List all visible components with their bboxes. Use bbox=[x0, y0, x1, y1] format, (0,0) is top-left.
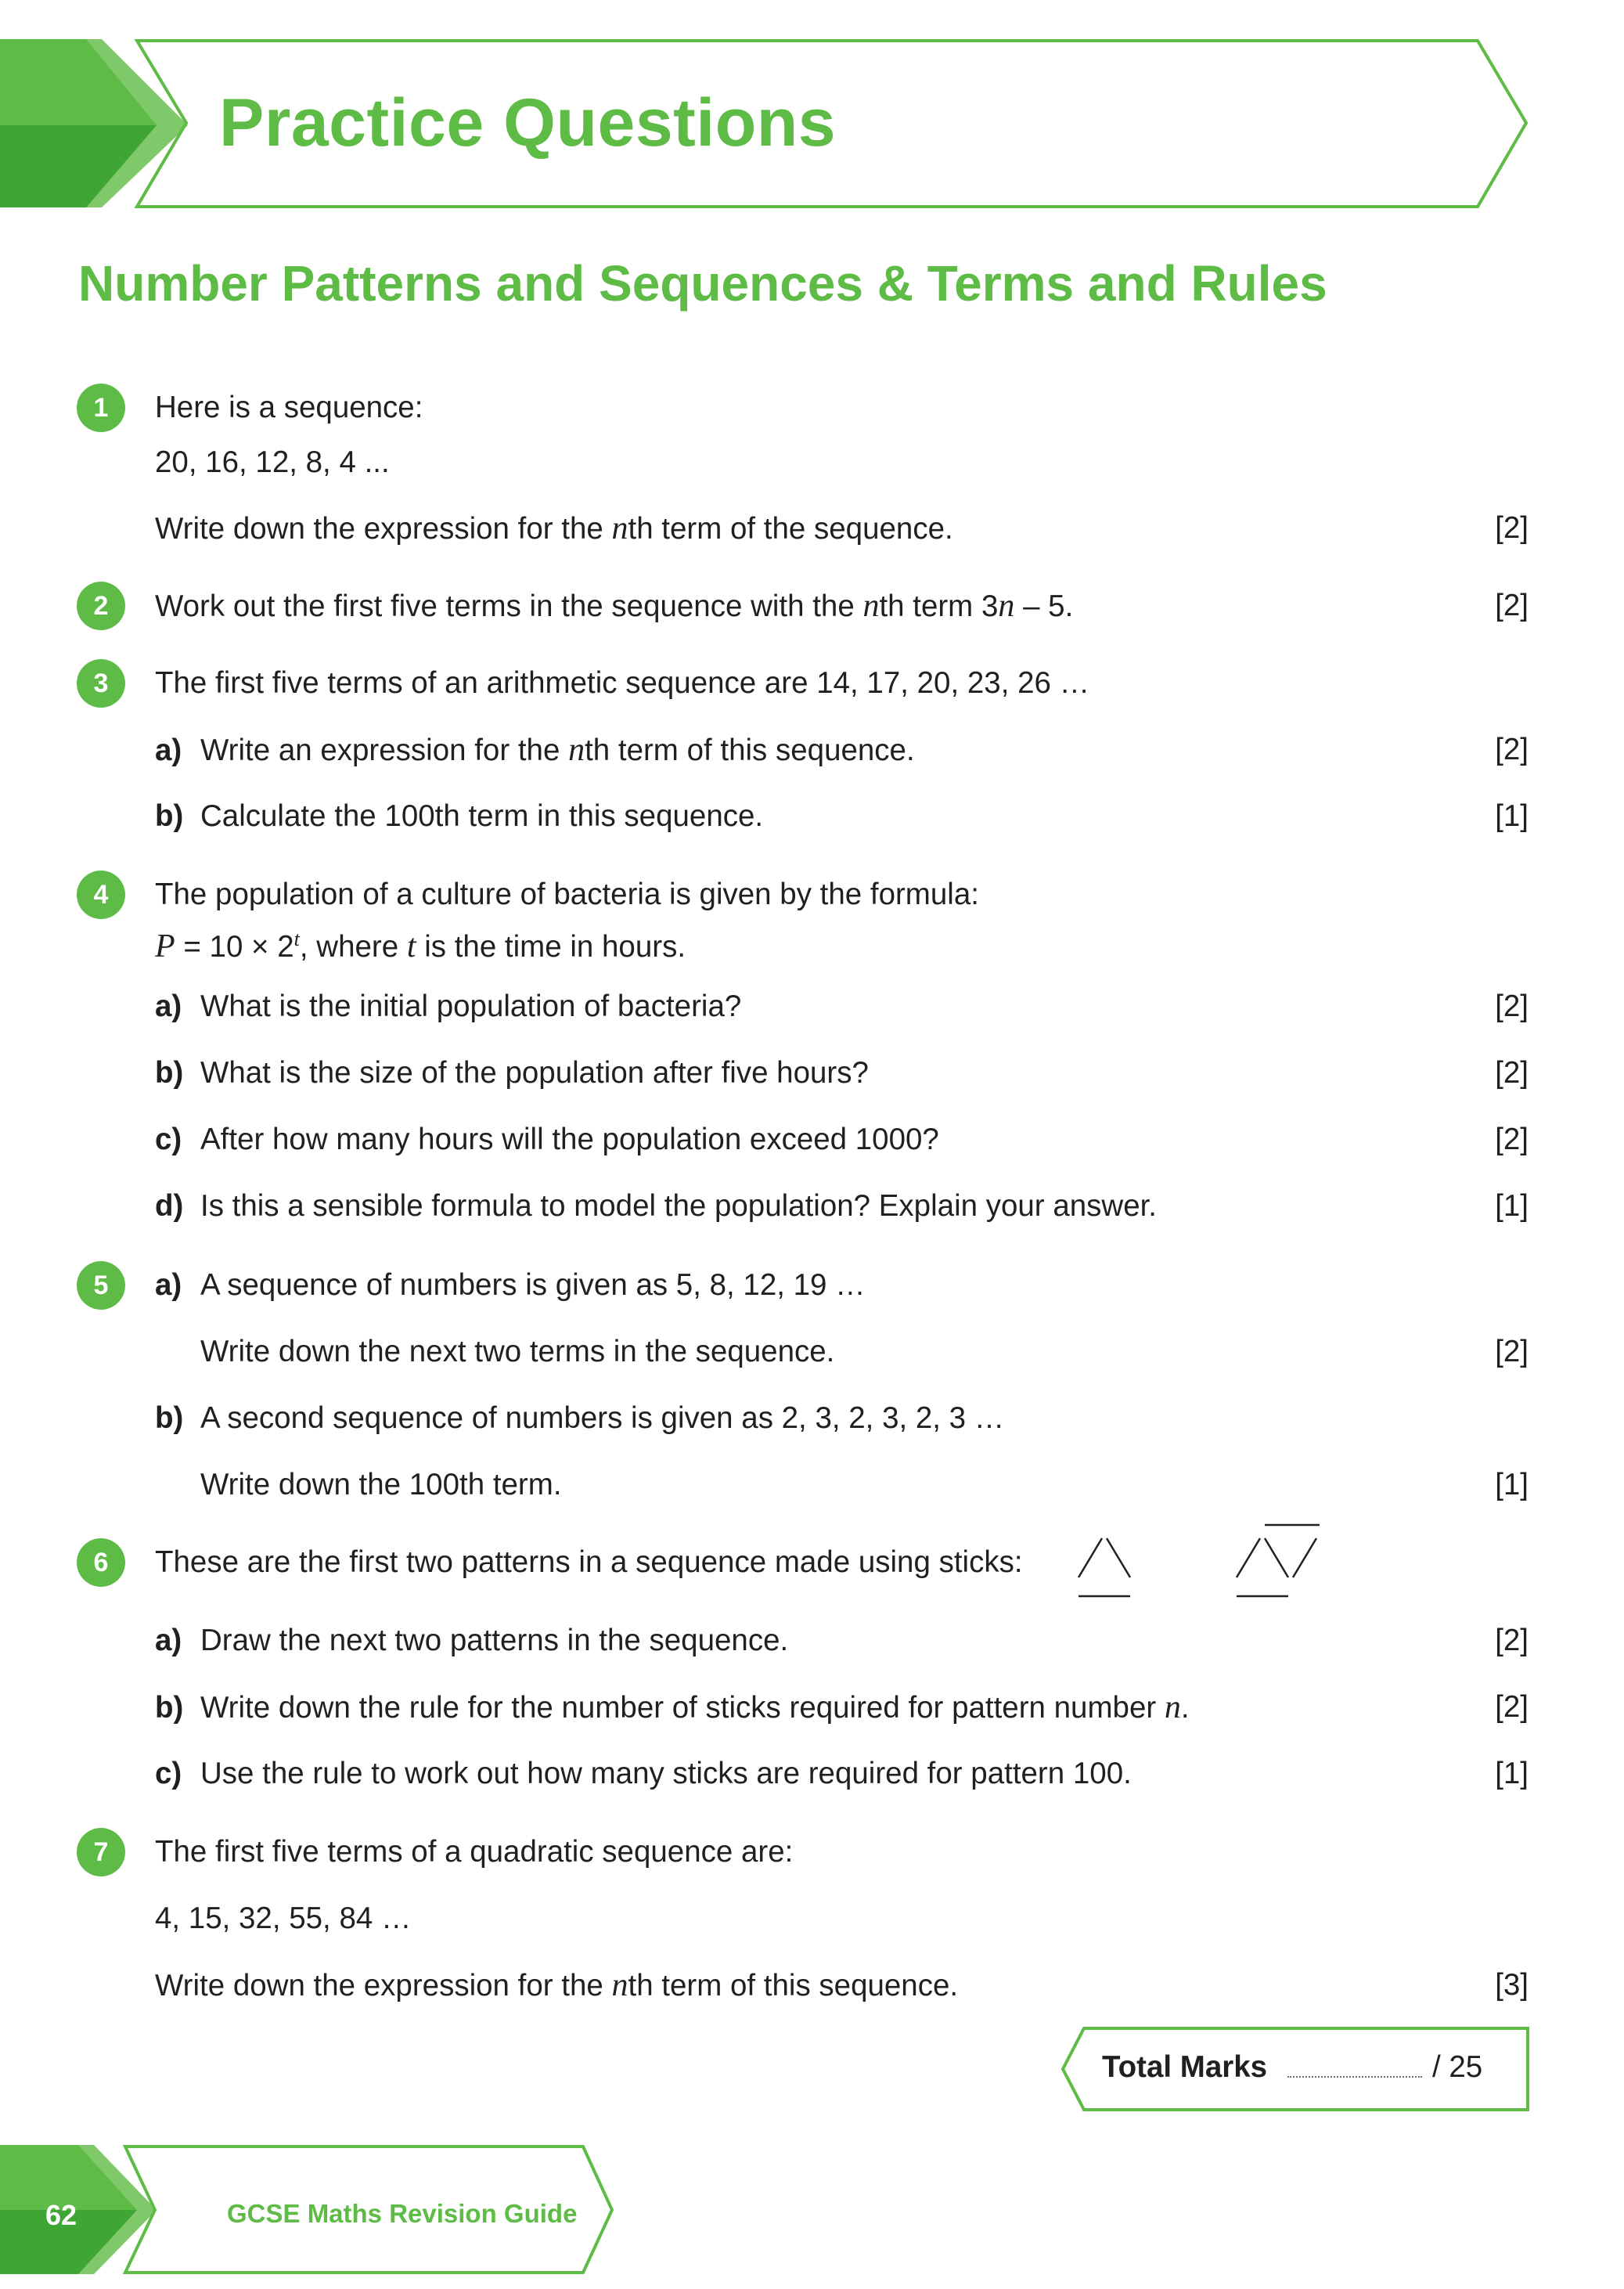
q1-intro: Here is a sequence: bbox=[155, 391, 423, 424]
q4b bbox=[155, 1055, 869, 1091]
q6b-marks: [2] bbox=[1495, 1690, 1529, 1724]
q1-prompt-start: Write down the expression for the bbox=[155, 512, 612, 546]
q4a-marks: [2] bbox=[1495, 989, 1529, 1023]
q7-prompt-start: Write down the expression for the bbox=[155, 1969, 612, 2002]
q5b bbox=[155, 1400, 1004, 1436]
q5b-followup: Write down the 100th term. bbox=[200, 1468, 562, 1501]
q4-formula-where: , where bbox=[299, 929, 407, 964]
q4d-text: Is this a sensible formula to model the population? Explain your answer. bbox=[200, 1189, 1157, 1223]
q4d-marks: [1] bbox=[1495, 1189, 1529, 1223]
q5b-marks: [1] bbox=[1495, 1468, 1529, 1501]
question-number-3: 3 bbox=[77, 659, 125, 708]
q4c-marks: [2] bbox=[1495, 1123, 1529, 1156]
page-title: Practice Questions bbox=[219, 85, 837, 160]
q4-intro: The population of a culture of bacteria is given by the formula: bbox=[155, 878, 979, 911]
q6a bbox=[155, 1623, 788, 1659]
q6c-label: c) bbox=[155, 1757, 182, 1790]
q4a bbox=[155, 989, 741, 1025]
q1-sequence: 20, 16, 12, 8, 4 ... bbox=[155, 445, 390, 479]
q4a-text: What is the initial population of bacteria? bbox=[200, 989, 742, 1023]
q3a-text-start: Write an expression for the bbox=[200, 734, 569, 767]
q4d bbox=[155, 1188, 1157, 1224]
q6a-text: Draw the next two patterns in the sequence. bbox=[200, 1624, 789, 1657]
q4b-text: What is the size of the population after five hours? bbox=[200, 1056, 869, 1090]
q6b bbox=[155, 1689, 1190, 1726]
q4c-text: After how many hours will the population exceed 1000? bbox=[200, 1123, 939, 1156]
total-marks-answer-line[interactable] bbox=[1287, 2076, 1422, 2078]
stick-patterns-figure bbox=[1072, 1523, 1338, 1601]
q2-text bbox=[155, 588, 1073, 625]
q6b-text-end: . bbox=[1180, 1691, 1190, 1725]
q6c bbox=[155, 1756, 1132, 1792]
q7-prompt-end: th term of this sequence. bbox=[628, 1969, 959, 2002]
q6a-label: a) bbox=[155, 1624, 182, 1657]
q2-variable-1: n bbox=[862, 588, 880, 624]
q2-text-mid: th term 3 bbox=[879, 589, 999, 623]
q2-text-start: Work out the first five terms in the sequence with the bbox=[155, 589, 863, 623]
q4b-label: b) bbox=[155, 1056, 184, 1090]
q7-intro: The first five terms of a quadratic sequence are: bbox=[155, 1835, 794, 1869]
q5a bbox=[155, 1267, 866, 1303]
q4c bbox=[155, 1122, 939, 1158]
q5b-label: b) bbox=[155, 1401, 184, 1435]
q3a-text-end: th term of this sequence. bbox=[585, 734, 915, 767]
total-marks-max: / 25 bbox=[1432, 2050, 1483, 2084]
section-heading: Number Patterns and Sequences & Terms and Rules bbox=[78, 255, 1327, 312]
q5a-marks: [2] bbox=[1495, 1335, 1529, 1368]
q4-formula-p: P bbox=[155, 928, 175, 964]
q5a-label: a) bbox=[155, 1268, 182, 1302]
q6c-text: Use the rule to work out how many sticks are required for pattern 100. bbox=[200, 1757, 1132, 1790]
q4c-label: c) bbox=[155, 1123, 182, 1156]
stick-pattern-1 bbox=[1078, 1538, 1130, 1596]
question-number-5: 5 bbox=[77, 1261, 125, 1310]
q4-formula-mid: = 10 × 2 bbox=[175, 929, 294, 964]
q7-prompt bbox=[155, 1967, 958, 2004]
q4-formula-end: is the time in hours. bbox=[416, 929, 686, 964]
q3a-variable: n bbox=[568, 732, 585, 768]
q7-sequence: 4, 15, 32, 55, 84 … bbox=[155, 1901, 412, 1935]
q3-intro: The first five terms of an arithmetic sequence are 14, 17, 20, 23, 26 … bbox=[155, 666, 1090, 700]
q4-formula-t: t bbox=[406, 928, 416, 964]
q7-prompt-variable: n bbox=[611, 1967, 628, 2003]
stick-pattern-2 bbox=[1237, 1525, 1320, 1596]
question-number-1: 1 bbox=[77, 384, 125, 432]
q1-prompt-variable: n bbox=[611, 510, 628, 546]
q4a-label: a) bbox=[155, 989, 182, 1023]
q6b-variable: n bbox=[1164, 1689, 1181, 1725]
question-number-6: 6 bbox=[77, 1538, 125, 1587]
q2-marks: [2] bbox=[1495, 589, 1529, 622]
total-marks-label: Total Marks bbox=[1102, 2050, 1268, 2084]
q3a bbox=[155, 732, 915, 769]
q6c-marks: [1] bbox=[1495, 1757, 1529, 1790]
q3b bbox=[155, 798, 763, 834]
q6b-label: b) bbox=[155, 1691, 184, 1725]
question-number-4: 4 bbox=[77, 871, 125, 919]
q1-marks: [2] bbox=[1495, 511, 1529, 545]
q6b-text-start: Write down the rule for the number of sticks required for pattern number bbox=[200, 1691, 1165, 1725]
question-number-2: 2 bbox=[77, 582, 125, 630]
q2-variable-2: n bbox=[998, 588, 1015, 624]
q3b-text: Calculate the 100th term in this sequence. bbox=[200, 799, 764, 833]
q2-text-end: – 5. bbox=[1014, 589, 1074, 623]
q5a-text: A sequence of numbers is given as 5, 8, 12, 19 … bbox=[200, 1268, 866, 1302]
q4d-label: d) bbox=[155, 1189, 184, 1223]
q4-formula-exponent: t bbox=[293, 928, 300, 950]
q1-prompt bbox=[155, 510, 953, 547]
q3b-label: b) bbox=[155, 799, 184, 833]
page-number: 62 bbox=[45, 2199, 77, 2231]
q3a-label: a) bbox=[155, 734, 182, 767]
q3a-marks: [2] bbox=[1495, 733, 1529, 766]
q3b-marks: [1] bbox=[1495, 799, 1529, 833]
q5b-text: A second sequence of numbers is given as 2, 3, 2, 3, 2, 3 … bbox=[200, 1401, 1005, 1435]
q4b-marks: [2] bbox=[1495, 1056, 1529, 1090]
q7-marks: [3] bbox=[1495, 1968, 1529, 2002]
q6-intro: These are the first two patterns in a sequence made using sticks: bbox=[155, 1545, 1023, 1579]
question-number-7: 7 bbox=[77, 1828, 125, 1876]
q6a-marks: [2] bbox=[1495, 1624, 1529, 1657]
q5a-followup: Write down the next two terms in the sequence. bbox=[200, 1335, 835, 1368]
q1-prompt-end: th term of the sequence. bbox=[628, 512, 953, 546]
book-title: GCSE Maths Revision Guide bbox=[227, 2199, 578, 2228]
q4-formula bbox=[155, 921, 686, 965]
